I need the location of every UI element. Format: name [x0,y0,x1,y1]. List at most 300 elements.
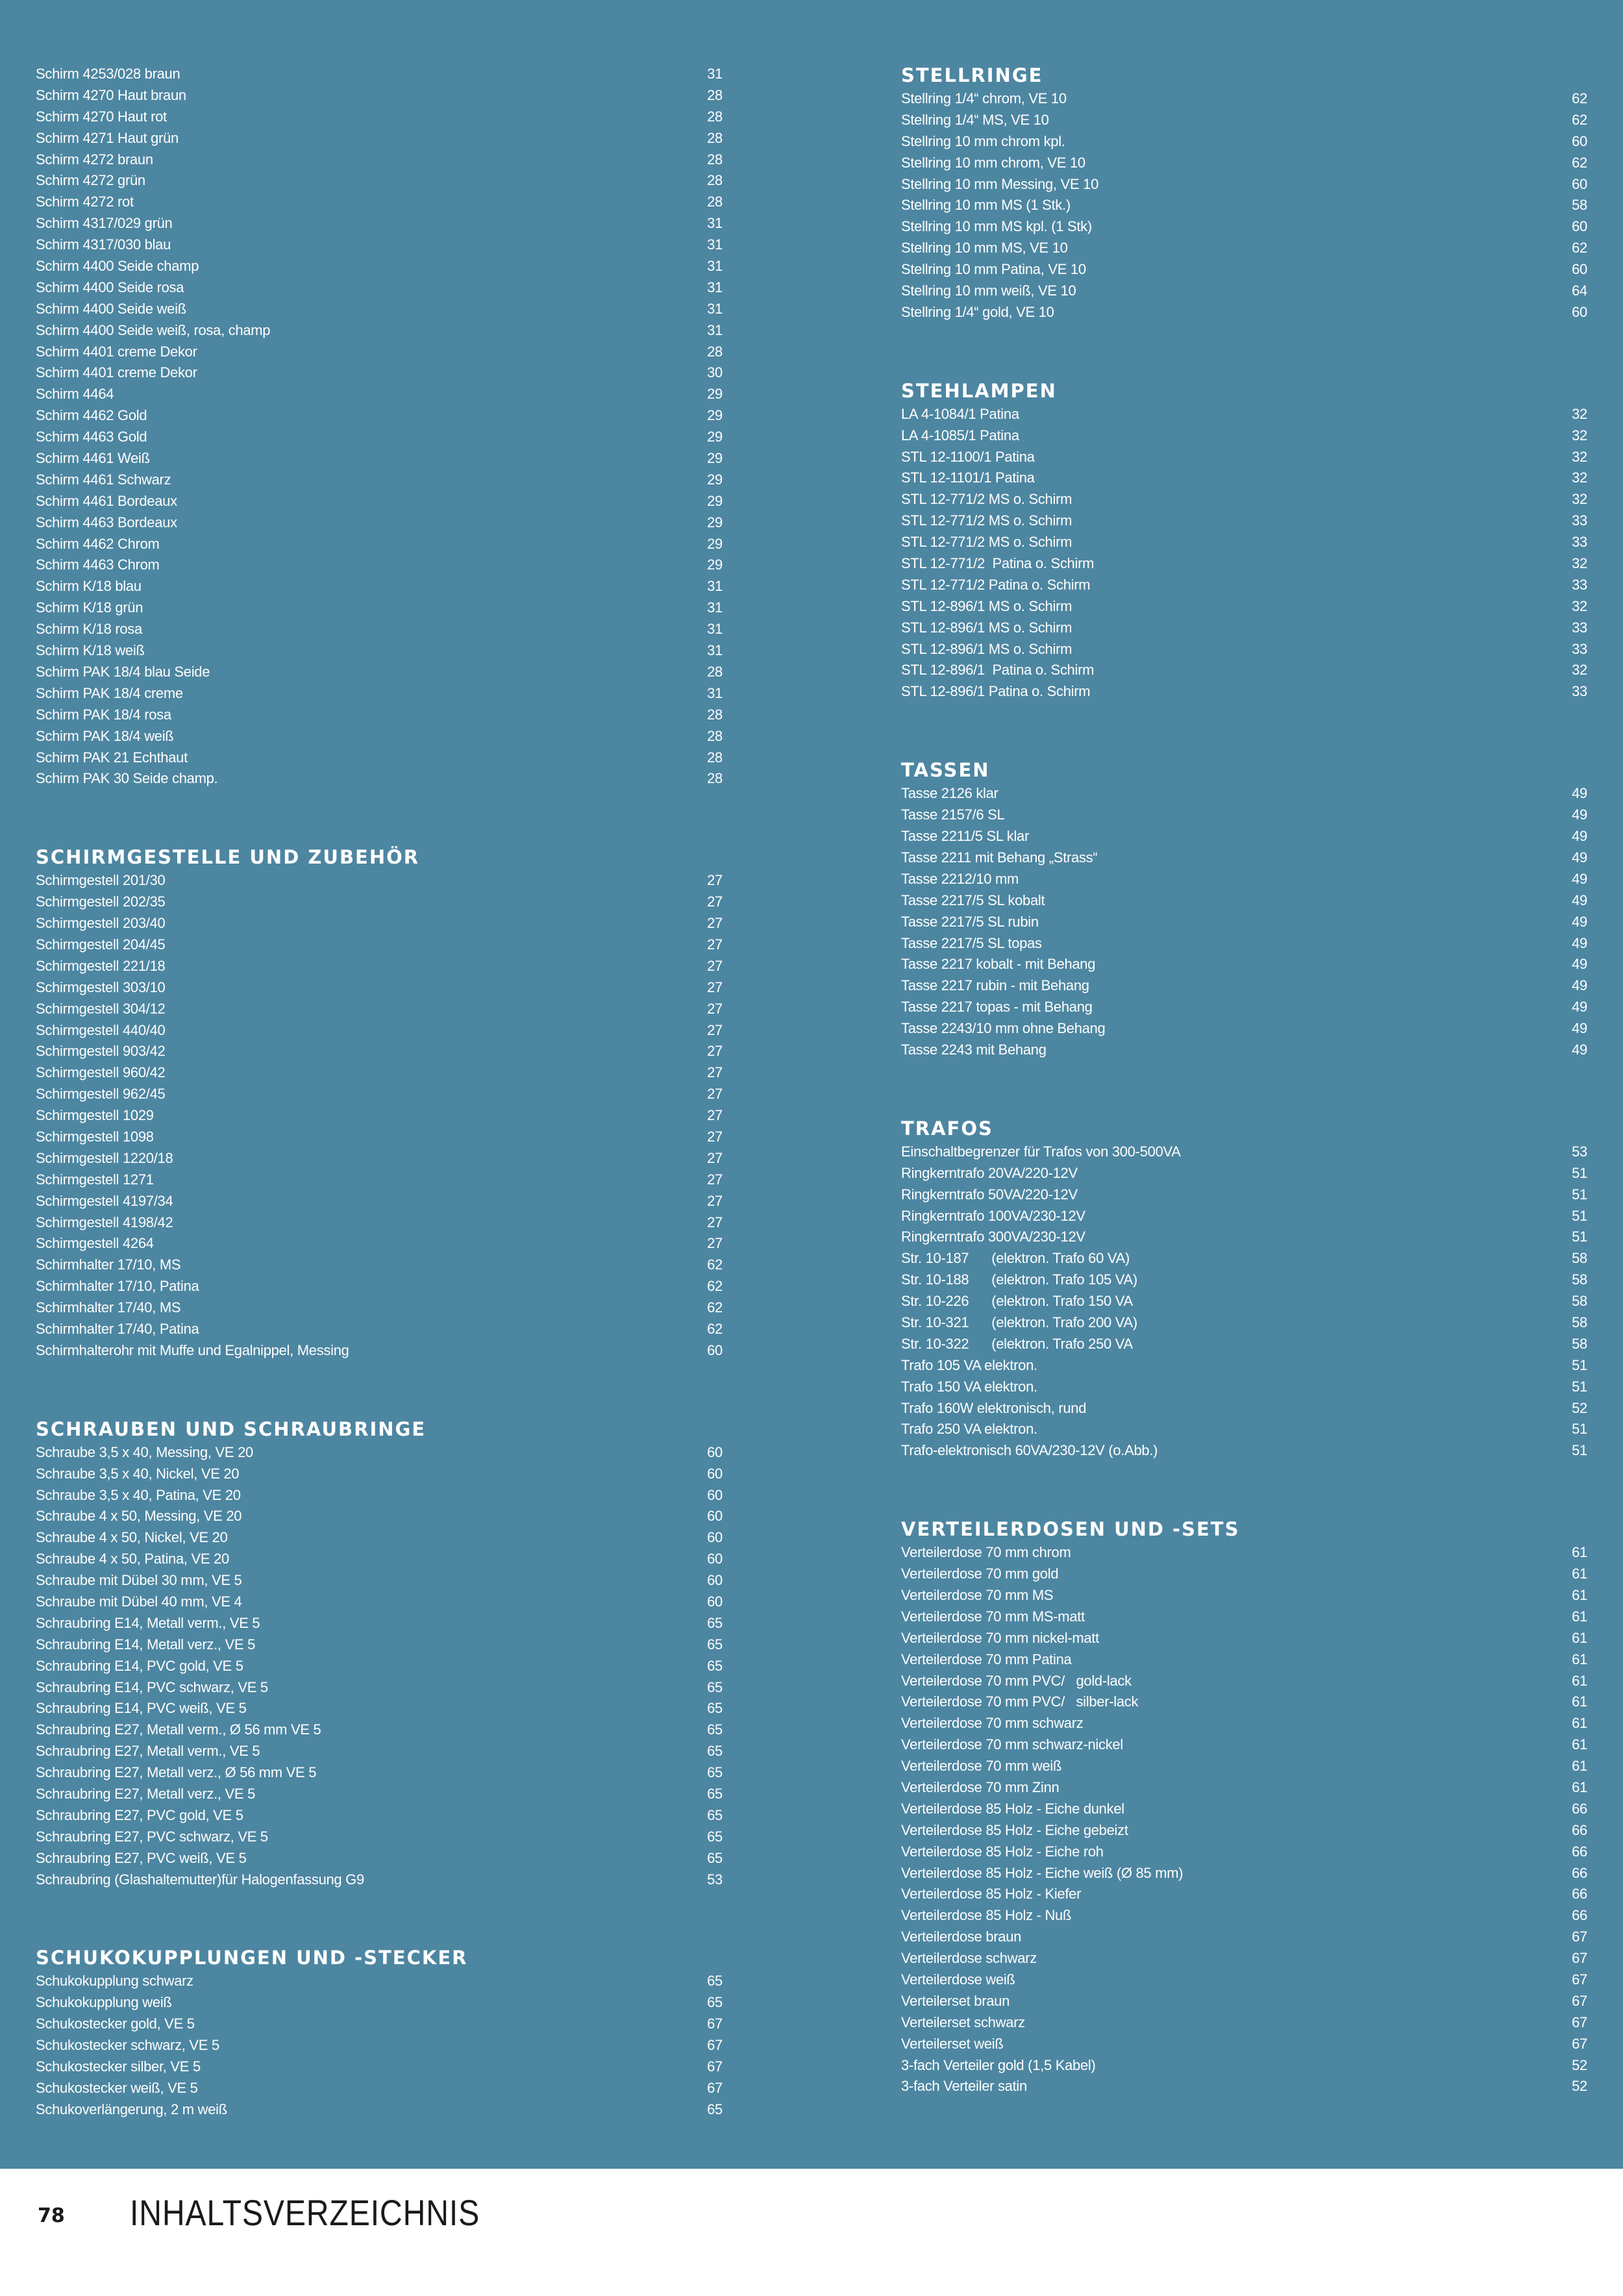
entry-page-number: 60 [707,1486,723,1503]
section-heading: TRAFOS [901,1117,993,1140]
entry-name: Verteilerdose 70 mm Zinn [901,1779,1059,1795]
entry-page-number: 60 [1572,175,1587,192]
index-entry [36,747,723,769]
section-heading: SCHRAUBEN UND SCHRAUBRINGE [36,1417,427,1440]
entry-name: Verteilerset schwarz [901,2014,1025,2030]
index-section [36,64,723,790]
entry-page-number: 53 [1572,1143,1587,1160]
entry-page-number: 52 [1572,1399,1587,1416]
index-entry [36,1827,723,1848]
index-entry [901,1184,1587,1206]
entry-page-number: 67 [1572,1971,1587,1988]
entry-page-number: 31 [707,258,723,275]
entry-page-number: 60 [707,1341,723,1358]
entry-name: Ringkerntrafo 20VA/220-12V [901,1164,1078,1181]
entry-name: Stellring 10 mm MS kpl. (1 Stk) [901,218,1092,235]
entry-name: Trafo 160W elektronisch, rund [901,1399,1087,1416]
index-entry [901,195,1587,216]
entry-page-number: 27 [707,936,723,953]
entry-page-number: 65 [707,1636,723,1653]
entry-name: Tasse 2217/5 SL kobalt [901,892,1045,908]
index-entry [901,131,1587,153]
index-entry [901,847,1587,869]
entry-page-number: 61 [1572,1693,1587,1710]
entry-page-number: 29 [707,514,723,530]
entry-name: Ringkerntrafo 50VA/220-12V [901,1186,1078,1203]
index-entry [36,1762,723,1784]
index-entry [901,2034,1587,2055]
entry-page-number: 65 [707,1657,723,1674]
entry-name: Schirm 4272 braun [36,151,153,168]
entry-page-number: 60 [707,1593,723,1610]
entry-page-number: 33 [1572,576,1587,593]
index-entry [901,1841,1587,1863]
entry-name: Schraubring E14, Metall verz., VE 5 [36,1636,255,1653]
entry-name: Verteilerdose 70 mm chrom [901,1544,1071,1561]
entry-name: Schirmgestell 903/42 [36,1043,166,1060]
entry-name: LA 4-1084/1 Patina [901,405,1019,422]
index-entry [901,153,1587,174]
entry-name: Schirmgestell 1271 [36,1171,154,1188]
entry-name: Verteilerdose 85 Holz - Eiche weiß (Ø 85 mm) [901,1864,1183,1881]
entry-name: Stellring 10 mm Messing, VE 10 [901,175,1099,192]
index-entry [901,1377,1587,1398]
entry-name: Schukokupplung weiß [36,1994,172,2011]
index-entry [901,1905,1587,1927]
entry-page-number: 51 [1572,1378,1587,1395]
entry-page-number: 51 [1572,1229,1587,1245]
entry-name: Verteilerset braun [901,1992,1010,2009]
entry-name: Tasse 2243 mit Behang [901,1041,1047,1058]
index-entry [901,1018,1587,1040]
entry-page-number: 32 [1572,448,1587,465]
entry-name: Schirmhalter 17/10, MS [36,1256,181,1273]
entry-name: Schirmgestell 303/10 [36,979,166,995]
entry-name: Schirm 4463 Gold [36,429,147,445]
entry-page-number: 29 [707,492,723,509]
index-entry [901,532,1587,553]
entry-name: Schirmhalter 17/40, MS [36,1299,181,1316]
index-entry [36,213,723,234]
entry-page-number: 49 [1572,785,1587,802]
index-entry [36,362,723,384]
entry-name: Verteilerset weiß [901,2035,1004,2052]
entry-page-number: 62 [707,1256,723,1273]
entry-name: Schirm PAK 30 Seide champ. [36,770,218,787]
entry-name: STL 12-1100/1 Patina [901,448,1035,465]
index-entry [36,170,723,192]
entry-page-number: 60 [1572,261,1587,278]
entry-name: Schirm K/18 weiß [36,642,145,659]
entry-page-number: 52 [1572,2078,1587,2095]
index-entry [36,1549,723,1570]
entry-page-number: 66 [1572,1843,1587,1860]
entry-page-number: 27 [707,1235,723,1252]
entry-name: Schirm 4461 Schwarz [36,471,171,488]
entry-name: Schirm K/18 rosa [36,621,142,638]
entry-page-number: 27 [707,979,723,995]
entry-name: Trafo 105 VA elektron. [901,1356,1037,1373]
entry-name: Tasse 2243/10 mm ohne Behang [901,1020,1106,1037]
entry-page-number: 58 [1572,1293,1587,1310]
index-entry [36,913,723,934]
entry-page-number: 49 [1572,977,1587,994]
entry-page-number: 65 [707,1828,723,1845]
entry-name: Schraube 3,5 x 40, Nickel, VE 20 [36,1465,240,1482]
entry-page-number: 49 [1572,806,1587,823]
index-section [901,62,1587,323]
entry-page-number: 32 [1572,491,1587,508]
index-entry [36,342,723,363]
index-entry [36,1698,723,1719]
entry-page-number: 67 [1572,1992,1587,2009]
index-entry [36,1992,723,2014]
entry-page-number: 28 [707,193,723,210]
index-entry [36,1254,723,1276]
entry-page-number: 62 [1572,90,1587,106]
entry-page-number: 60 [1572,303,1587,320]
index-entry [901,1671,1587,1692]
index-entry [901,618,1587,639]
entry-page-number: 31 [707,599,723,616]
index-entry [36,1719,723,1741]
entry-name: Trafo-elektronisch 60VA/230-12V (o.Abb.) [901,1442,1158,1459]
index-entry [36,299,723,320]
entry-page-number: 27 [707,1021,723,1038]
entry-page-number: 31 [707,621,723,638]
entry-name: STL 12-771/2 Patina o. Schirm [901,576,1091,593]
entry-page-number: 32 [1572,555,1587,572]
entry-page-number: 65 [707,1806,723,1823]
entry-page-number: 65 [707,1700,723,1717]
index-entry [36,1169,723,1191]
entry-name: Schirmgestell 4198/42 [36,1214,173,1230]
index-entry [36,64,723,85]
entry-page-number: 32 [1572,469,1587,486]
entry-name: Schirmgestell 1029 [36,1107,154,1124]
entry-page-number: 58 [1572,197,1587,214]
index-entry [36,1340,723,1362]
entry-name: Verteilerdose 70 mm gold [901,1566,1059,1582]
entry-page-number: 29 [707,450,723,467]
entry-page-number: 28 [707,343,723,360]
entry-page-number: 61 [1572,1736,1587,1753]
index-entry [901,510,1587,532]
entry-name: Schirm 4272 grün [36,172,145,189]
entry-page-number: 65 [707,1743,723,1760]
index-entry [36,555,723,576]
entry-name: STL 12-896/1 Patina o. Schirm [901,683,1091,700]
entry-page-number: 64 [1572,282,1587,299]
entry-page-number: 33 [1572,512,1587,529]
entry-name: 3-fach Verteiler gold (1,5 Kabel) [901,2056,1096,2073]
entry-name: Schirmgestell 204/45 [36,936,166,953]
entry-name: Schirmgestell 4264 [36,1235,154,1252]
index-entry [36,256,723,277]
entry-name: Schirmgestell 202/35 [36,893,166,910]
index-entry [36,512,723,534]
index-entry [901,933,1587,955]
entry-page-number: 65 [707,1678,723,1695]
entry-name: Schirm 4461 Bordeaux [36,492,177,509]
index-entry [36,491,723,512]
page-number: 78 [38,2204,65,2227]
index-entry [36,469,723,491]
entry-name: Schirmgestell 960/42 [36,1064,166,1081]
index-column-left [36,0,723,2121]
index-entry [901,596,1587,618]
index-entry [36,384,723,405]
entry-page-number: 27 [707,1043,723,1060]
index-entry [36,1784,723,1805]
entry-name: Schirmgestell 304/12 [36,1000,166,1017]
section-heading: VERTEILERDOSEN UND -SETS [901,1518,1240,1541]
index-section [36,1416,723,1891]
entry-page-number: 31 [707,684,723,701]
entry-page-number: 49 [1572,892,1587,908]
entry-name: Schukostecker schwarz, VE 5 [36,2037,219,2054]
entry-page-number: 60 [1572,218,1587,235]
index-entry [901,425,1587,447]
entry-name: Verteilerdose 70 mm Patina [901,1651,1072,1667]
entry-name: Verteilerdose schwarz [901,1950,1037,1967]
section-heading: SCHIRMGESTELLE UND ZUBEHÖR [36,846,420,869]
entry-page-number: 62 [1572,154,1587,171]
index-entry [901,1355,1587,1377]
entry-name: STL 12-896/1 MS o. Schirm [901,597,1072,614]
index-entry [36,534,723,555]
entry-name: Schirm 4400 Seide rosa [36,279,184,295]
index-entry [36,597,723,619]
entry-page-number: 67 [1572,2035,1587,2052]
entry-page-number: 60 [707,1443,723,1460]
entry-name: Verteilerdose 70 mm MS [901,1586,1054,1603]
entry-name: Schraubring E14, PVC schwarz, VE 5 [36,1678,268,1695]
entry-name: STL 12-771/2 MS o. Schirm [901,491,1072,508]
entry-name: Schirm 4464 [36,386,114,403]
index-entry [901,404,1587,425]
entry-page-number: 31 [707,300,723,317]
entry-page-number: 62 [707,1299,723,1316]
entry-name: Schirmgestell 201/30 [36,872,166,889]
entry-page-number: 60 [707,1572,723,1589]
entry-page-number: 51 [1572,1421,1587,1438]
index-entry [36,1506,723,1527]
entry-name: Schraube mit Dübel 40 mm, VE 4 [36,1593,242,1610]
entry-name: Stellring 10 mm MS, VE 10 [901,240,1068,256]
index-entry [36,1634,723,1656]
entry-page-number: 49 [1572,1020,1587,1037]
index-entry [901,489,1587,510]
entry-name: Verteilerdose 70 mm schwarz [901,1715,1084,1732]
index-section [901,1116,1587,1462]
entry-page-number: 27 [707,1086,723,1103]
entry-name: Schirm 4462 Chrom [36,535,160,552]
index-entry [901,975,1587,997]
index-entry [901,1334,1587,1355]
entry-name: Schirm K/18 grün [36,599,143,616]
index-entry [36,448,723,469]
entry-page-number: 49 [1572,870,1587,887]
section-heading: STEHLAMPEN [901,379,1057,402]
entry-name: Verteilerdose 85 Holz - Eiche dunkel [901,1800,1124,1817]
entry-name: Schirmgestell 221/18 [36,957,166,974]
entry-page-number: 29 [707,407,723,424]
index-entry [36,1613,723,1634]
entry-page-number: 49 [1572,913,1587,930]
index-entry [901,1419,1587,1440]
entry-name: Schraubring E27, Metall verz., VE 5 [36,1786,255,1803]
entry-name: Schirm 4272 rot [36,193,134,210]
entry-name: Schirm 4400 Seide champ [36,258,199,275]
entry-page-number: 61 [1572,1544,1587,1561]
entry-page-number: 28 [707,749,723,766]
index-entry [36,934,723,956]
index-entry [901,660,1587,681]
index-entry [901,88,1587,110]
index-entry [901,1248,1587,1269]
index-entry [901,2055,1587,2077]
entry-page-number: 61 [1572,1566,1587,1582]
index-entry [901,1269,1587,1291]
entry-name: Schirm 4253/028 braun [36,66,180,82]
index-entry [901,1628,1587,1649]
entry-name: Tasse 2157/6 SL [901,806,1005,823]
entry-name: Schraube mit Dübel 30 mm, VE 5 [36,1572,242,1589]
index-entry [36,1485,723,1506]
entry-page-number: 32 [1572,427,1587,443]
entry-page-number: 58 [1572,1271,1587,1288]
entry-page-number: 49 [1572,999,1587,1016]
index-entry [901,259,1587,281]
entry-page-number: 28 [707,770,723,787]
entry-name: Schraubring E27, Metall verm., VE 5 [36,1743,260,1760]
index-section [901,757,1587,1061]
entry-name: Stellring 1/4“ chrom, VE 10 [901,90,1067,106]
index-entry [901,281,1587,302]
entry-page-number: 27 [707,1149,723,1166]
index-entry [901,238,1587,259]
entry-name: Schirmgestell 203/40 [36,915,166,932]
entry-name: Str. 10-322 (elektron. Trafo 250 VA [901,1335,1133,1352]
index-entry [36,128,723,149]
entry-page-number: 66 [1572,1864,1587,1881]
index-entry [36,892,723,913]
entry-page-number: 31 [707,279,723,295]
entry-name: STL 12-896/1 MS o. Schirm [901,640,1072,657]
entry-page-number: 61 [1572,1672,1587,1689]
index-entry [901,447,1587,468]
entry-page-number: 65 [707,1786,723,1803]
index-entry [36,1020,723,1042]
index-entry [36,999,723,1020]
index-entry [901,805,1587,826]
index-entry [36,1212,723,1234]
entry-page-number: 65 [707,2101,723,2117]
entry-name: Schukokupplung schwarz [36,1973,193,1990]
entry-page-number: 61 [1572,1651,1587,1667]
index-entry [36,683,723,705]
index-entry [36,192,723,213]
entry-page-number: 31 [707,321,723,338]
index-entry [901,302,1587,323]
index-entry [36,1677,723,1699]
entry-page-number: 60 [707,1551,723,1567]
entry-name: Tasse 2212/10 mm [901,870,1019,887]
entry-name: STL 12-1101/1 Patina [901,469,1035,486]
entry-name: Stellring 10 mm Patina, VE 10 [901,261,1086,278]
index-entry [36,956,723,977]
index-entry [901,1398,1587,1419]
entry-page-number: 58 [1572,1314,1587,1330]
index-entry [901,1142,1587,1163]
entry-name: Schraubring E27, Metall verz., Ø 56 mm VE 5 [36,1764,317,1781]
entry-name: Schirm 4317/029 grün [36,215,173,232]
entry-page-number: 61 [1572,1629,1587,1646]
entry-page-number: 51 [1572,1442,1587,1459]
index-entry [36,1127,723,1148]
entry-name: Schirm 4271 Haut grün [36,129,179,146]
entry-page-number: 32 [1572,597,1587,614]
index-entry [36,1084,723,1105]
index-entry [36,1062,723,1084]
index-entry [901,997,1587,1018]
entry-name: Schirmgestell 1220/18 [36,1149,173,1166]
entry-page-number: 67 [1572,1950,1587,1967]
entry-page-number: 66 [1572,1907,1587,1924]
index-entry [901,216,1587,238]
entry-page-number: 61 [1572,1758,1587,1775]
entry-page-number: 60 [1572,132,1587,149]
entry-name: Verteilerdose 70 mm weiß [901,1758,1062,1775]
entry-page-number: 67 [707,2015,723,2032]
index-entry [36,427,723,448]
index-entry [901,1163,1587,1184]
entry-page-number: 60 [707,1508,723,1525]
index-entry [901,1691,1587,1713]
index-entry [36,1105,723,1127]
index-section [36,1945,723,2120]
entry-page-number: 27 [707,915,723,932]
entry-page-number: 53 [707,1871,723,1888]
entry-name: Schraube 4 x 50, Patina, VE 20 [36,1551,229,1567]
entry-name: Schirmgestell 962/45 [36,1086,166,1103]
entry-page-number: 58 [1572,1250,1587,1267]
index-section [36,844,723,1361]
entry-name: Verteilerdose 70 mm MS-matt [901,1608,1085,1625]
entry-name: Verteilerdose 70 mm PVC/ silber-lack [901,1693,1139,1710]
entry-name: Verteilerdose 70 mm PVC/ gold-lack [901,1672,1132,1689]
index-entry [901,2076,1587,2097]
entry-name: Schraubring E27, PVC weiß, VE 5 [36,1849,247,1866]
index-entry [901,1820,1587,1841]
entry-name: Schukostecker silber, VE 5 [36,2058,201,2075]
entry-name: Schirm 4317/030 blau [36,236,171,253]
entry-page-number: 33 [1572,640,1587,657]
index-entry [901,954,1587,975]
entry-page-number: 67 [1572,2014,1587,2030]
entry-page-number: 33 [1572,619,1587,636]
index-entry [36,1527,723,1549]
entry-name: Verteilerdose 85 Holz - Eiche roh [901,1843,1104,1860]
entry-name: Tasse 2217 topas - mit Behang [901,999,1093,1016]
entry-page-number: 49 [1572,934,1587,951]
entry-page-number: 51 [1572,1186,1587,1203]
entry-page-number: 33 [1572,683,1587,700]
index-entry [901,1713,1587,1734]
entry-name: STL 12-771/2 MS o. Schirm [901,534,1072,551]
entry-name: Schirm 4270 Haut braun [36,86,186,103]
